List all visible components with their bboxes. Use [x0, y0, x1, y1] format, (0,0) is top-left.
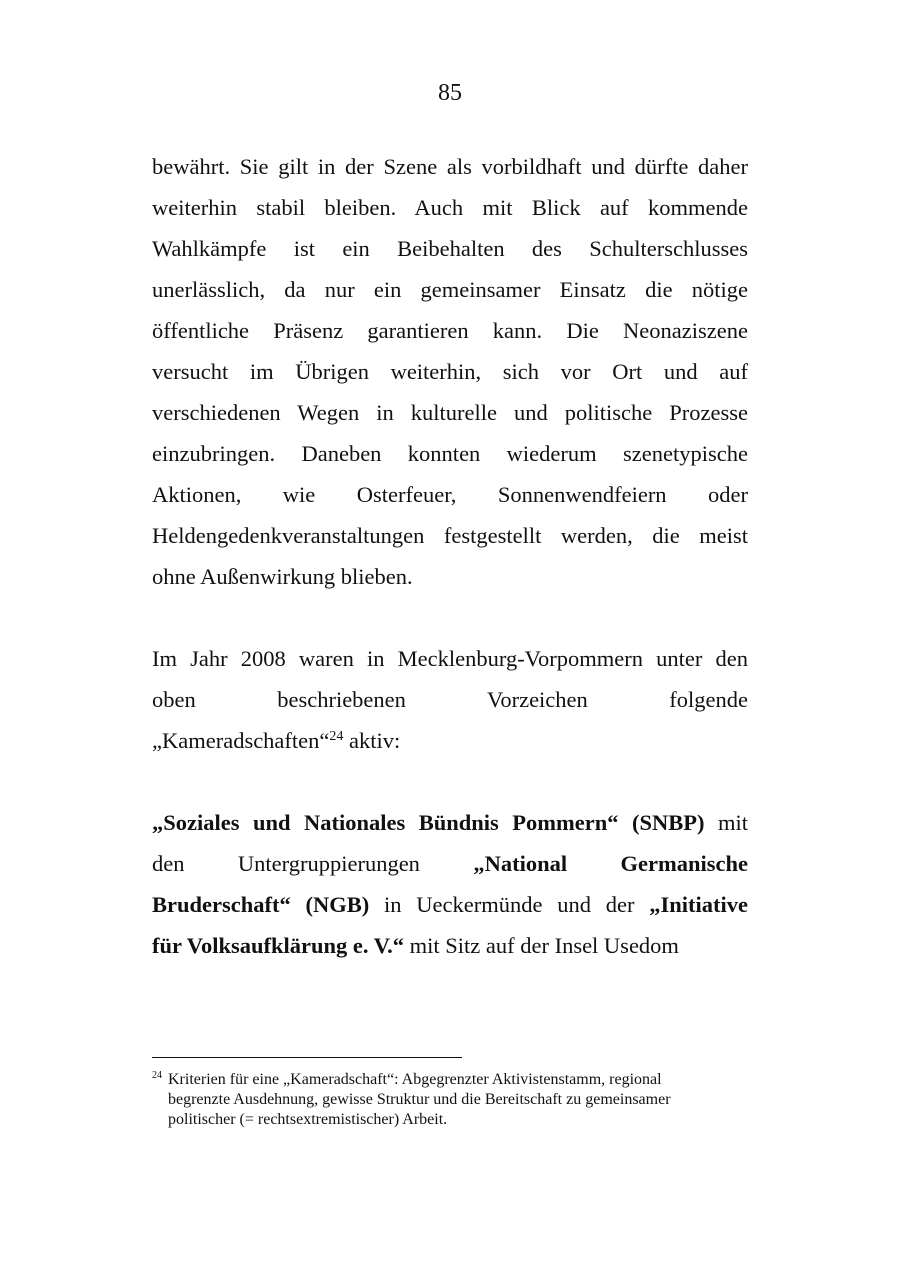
paragraph-line: Im Jahr 2008 waren in Mecklenburg-Vorpommern unter den: [152, 646, 748, 671]
footnote-mark: 24: [152, 1070, 162, 1081]
footnote-line: Kriterien für eine „Kameradschaft“: Abgegrenzter Aktivistenstamm, regional: [168, 1071, 662, 1088]
paragraph-line: ohne Außenwirkung blieben.: [152, 564, 413, 589]
paragraph-line: versucht im Übrigen weiterhin, sich vor Ort und auf: [152, 359, 748, 384]
paragraph-line: Wahlkämpfe ist ein Beibehalten des Schulterschlusses: [152, 236, 748, 261]
footnote: [152, 1070, 752, 1130]
body-paragraph-2: [152, 638, 748, 761]
paragraph-line: weiterhin stabil bleiben. Auch mit Blick auf kommende: [152, 195, 748, 220]
paragraph-line: bewährt. Sie gilt in der Szene als vorbildhaft und dürfte daher: [152, 154, 748, 179]
organization-name-ngb: Bruderschaft“ (NGB): [152, 892, 370, 917]
paragraph-line: [152, 802, 748, 843]
organization-name-snbp: „Soziales und Nationales Bündnis Pommern“ (SNBP): [152, 810, 705, 835]
footnote-line: begrenzte Ausdehnung, gewisse Struktur und die Bereitschaft zu gemeinsamer: [168, 1091, 671, 1108]
organization-name-ngb: „National Germanische: [473, 851, 748, 876]
kameradschaften-term: „Kameradschaften“: [152, 728, 330, 753]
organization-name-initiative: „Initiative: [649, 892, 748, 917]
paragraph-line: verschiedenen Wegen in kulturelle und politische Prozesse: [152, 400, 748, 425]
paragraph-line: oben beschriebenen Vorzeichen folgende: [152, 687, 748, 712]
paragraph-line: [152, 843, 748, 884]
paragraph-text: mit: [704, 810, 748, 835]
page-number: 85: [438, 80, 462, 106]
paragraph-text: in Ueckermünde und der: [369, 892, 650, 917]
paragraph-text: aktiv:: [343, 728, 401, 753]
paragraph-line: [152, 720, 748, 761]
paragraph-line: [152, 925, 748, 966]
organization-name-initiative: für Volksaufklärung e. V.“: [152, 933, 404, 958]
paragraph-line: öffentliche Präsenz garantieren kann. Die Neonaziszene: [152, 318, 748, 343]
paragraph-line: [152, 884, 748, 925]
body-paragraph-3: [152, 802, 748, 966]
body-paragraph-1: [152, 146, 748, 597]
footnote-line: politischer (= rechtsextremistischer) Arbeit.: [168, 1111, 448, 1128]
paragraph-text: den Untergruppierungen: [152, 851, 474, 876]
paragraph-text: mit Sitz auf der Insel Usedom: [403, 933, 679, 958]
footnote-separator: [152, 1057, 462, 1058]
paragraph-line: Aktionen, wie Osterfeuer, Sonnenwendfeiern oder: [152, 482, 748, 507]
footnote-reference[interactable]: 24: [329, 729, 344, 744]
paragraph-line: Heldengedenkveranstaltungen festgestellt werden, die meist: [152, 523, 748, 548]
paragraph-line: einzubringen. Daneben konnten wiederum szenetypische: [152, 441, 748, 466]
paragraph-line: unerlässlich, da nur ein gemeinsamer Einsatz die nötige: [152, 277, 748, 302]
